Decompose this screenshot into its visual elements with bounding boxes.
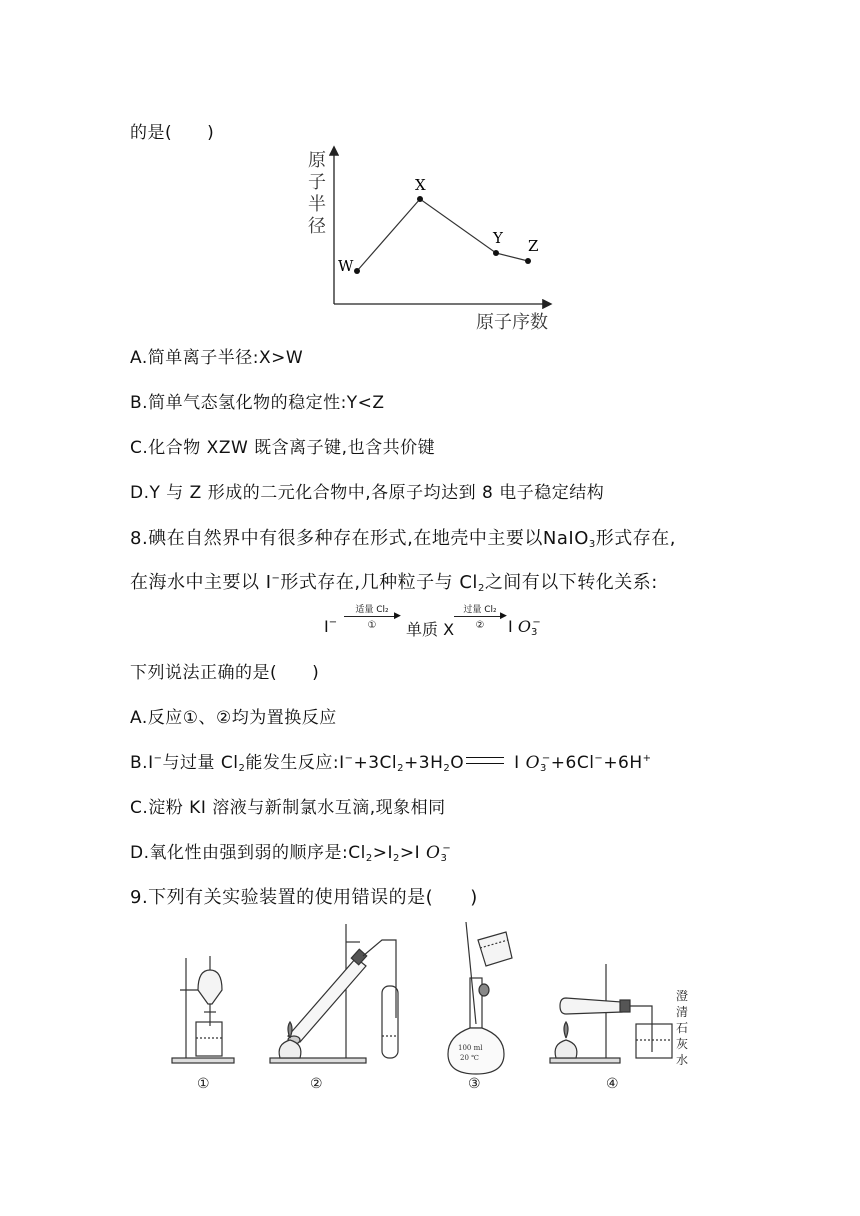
label-x: X bbox=[415, 176, 426, 194]
limewater-char: 灰 bbox=[676, 1037, 689, 1051]
limewater-char: 清 bbox=[676, 1005, 689, 1019]
q7-option-d: D.Y 与 Z 形成的二元化合物中,各原子均达到 8 电子稳定结构 bbox=[130, 483, 605, 503]
apparatus-figure bbox=[160, 918, 700, 1094]
y-label-1: 原 bbox=[308, 150, 326, 171]
q7-option-c: C.化合物 XZW 既含离子键,也含共价键 bbox=[130, 438, 436, 458]
point-x bbox=[417, 196, 423, 202]
q8-line-2: 在海水中主要以 I−形式存在,几种粒子与 $Cl_2$之间有以下转化关系: bbox=[130, 572, 658, 594]
x-axis-label: 原子序数 bbox=[476, 312, 548, 333]
q7-stem-tail: 的是( ) bbox=[130, 123, 215, 143]
apparatus-3 bbox=[448, 922, 512, 1074]
y-label-4: 径 bbox=[308, 216, 326, 237]
y-label-3: 半 bbox=[308, 194, 326, 215]
iodine-conversion-scheme: I− 适量 Cl₂ ▶ ① 单质 X 过量 Cl₂ ▶ ② I $O_3^-$ bbox=[322, 602, 562, 642]
label-1: ① bbox=[197, 1076, 210, 1092]
limewater-char: 水 bbox=[676, 1053, 689, 1067]
arrow-2: 过量 Cl₂ ▶ ② bbox=[452, 602, 508, 642]
label-w: W bbox=[338, 257, 354, 275]
q8-option-b: B.I−与过量 $Cl_2$能发生反应$:I^-+3Cl_2+3H_2O$ I $O_3^-+6Cl^-+6H^+$ bbox=[130, 753, 652, 774]
label-2: ② bbox=[310, 1076, 323, 1092]
point-y bbox=[493, 250, 499, 256]
equals-sign bbox=[466, 757, 504, 764]
apparatus-1 bbox=[172, 956, 234, 1063]
y-label-2: 子 bbox=[308, 172, 326, 193]
label-3: ③ bbox=[468, 1076, 481, 1092]
limewater-label bbox=[676, 989, 688, 1067]
atomic-radius-graph bbox=[300, 140, 570, 335]
arrow-1: 适量 Cl₂ ▶ ① bbox=[342, 602, 402, 642]
q8-option-a: A.反应①、②均为置换反应 bbox=[130, 708, 337, 728]
limewater-char: 石 bbox=[676, 1021, 689, 1035]
q7-option-b: B.简单气态氢化物的稳定性:Y<Z bbox=[130, 393, 385, 413]
flask-label-volume: 100 ml bbox=[458, 1044, 483, 1052]
point-w bbox=[354, 268, 360, 274]
apparatus-2 bbox=[270, 924, 398, 1063]
point-z bbox=[525, 258, 531, 264]
q7-option-a: A.简单离子半径:X>W bbox=[130, 348, 304, 368]
q8-question: 下列说法正确的是( ) bbox=[130, 663, 320, 683]
q8-option-c: C.淀粉 KI 溶液与新制氯水互滴,现象相同 bbox=[130, 798, 446, 818]
q9-stem: 9.下列有关实验装置的使用错误的是( ) bbox=[130, 887, 478, 908]
limewater-char: 澄 bbox=[676, 989, 689, 1003]
label-4: ④ bbox=[606, 1076, 619, 1092]
apparatus-4 bbox=[550, 964, 672, 1063]
label-y: Y bbox=[493, 229, 503, 247]
q8-option-d: D.氧化性由强到弱的顺序是$:Cl_2>I_2>I$ $O_3^-$ bbox=[130, 843, 452, 864]
label-z: Z bbox=[528, 237, 539, 255]
q8-line-1: 8.碘在自然界中有很多种存在形式,在地壳中主要以NaIO$_3$形式存在, bbox=[130, 528, 676, 550]
flask-label-temp: 20 ℃ bbox=[460, 1054, 479, 1062]
